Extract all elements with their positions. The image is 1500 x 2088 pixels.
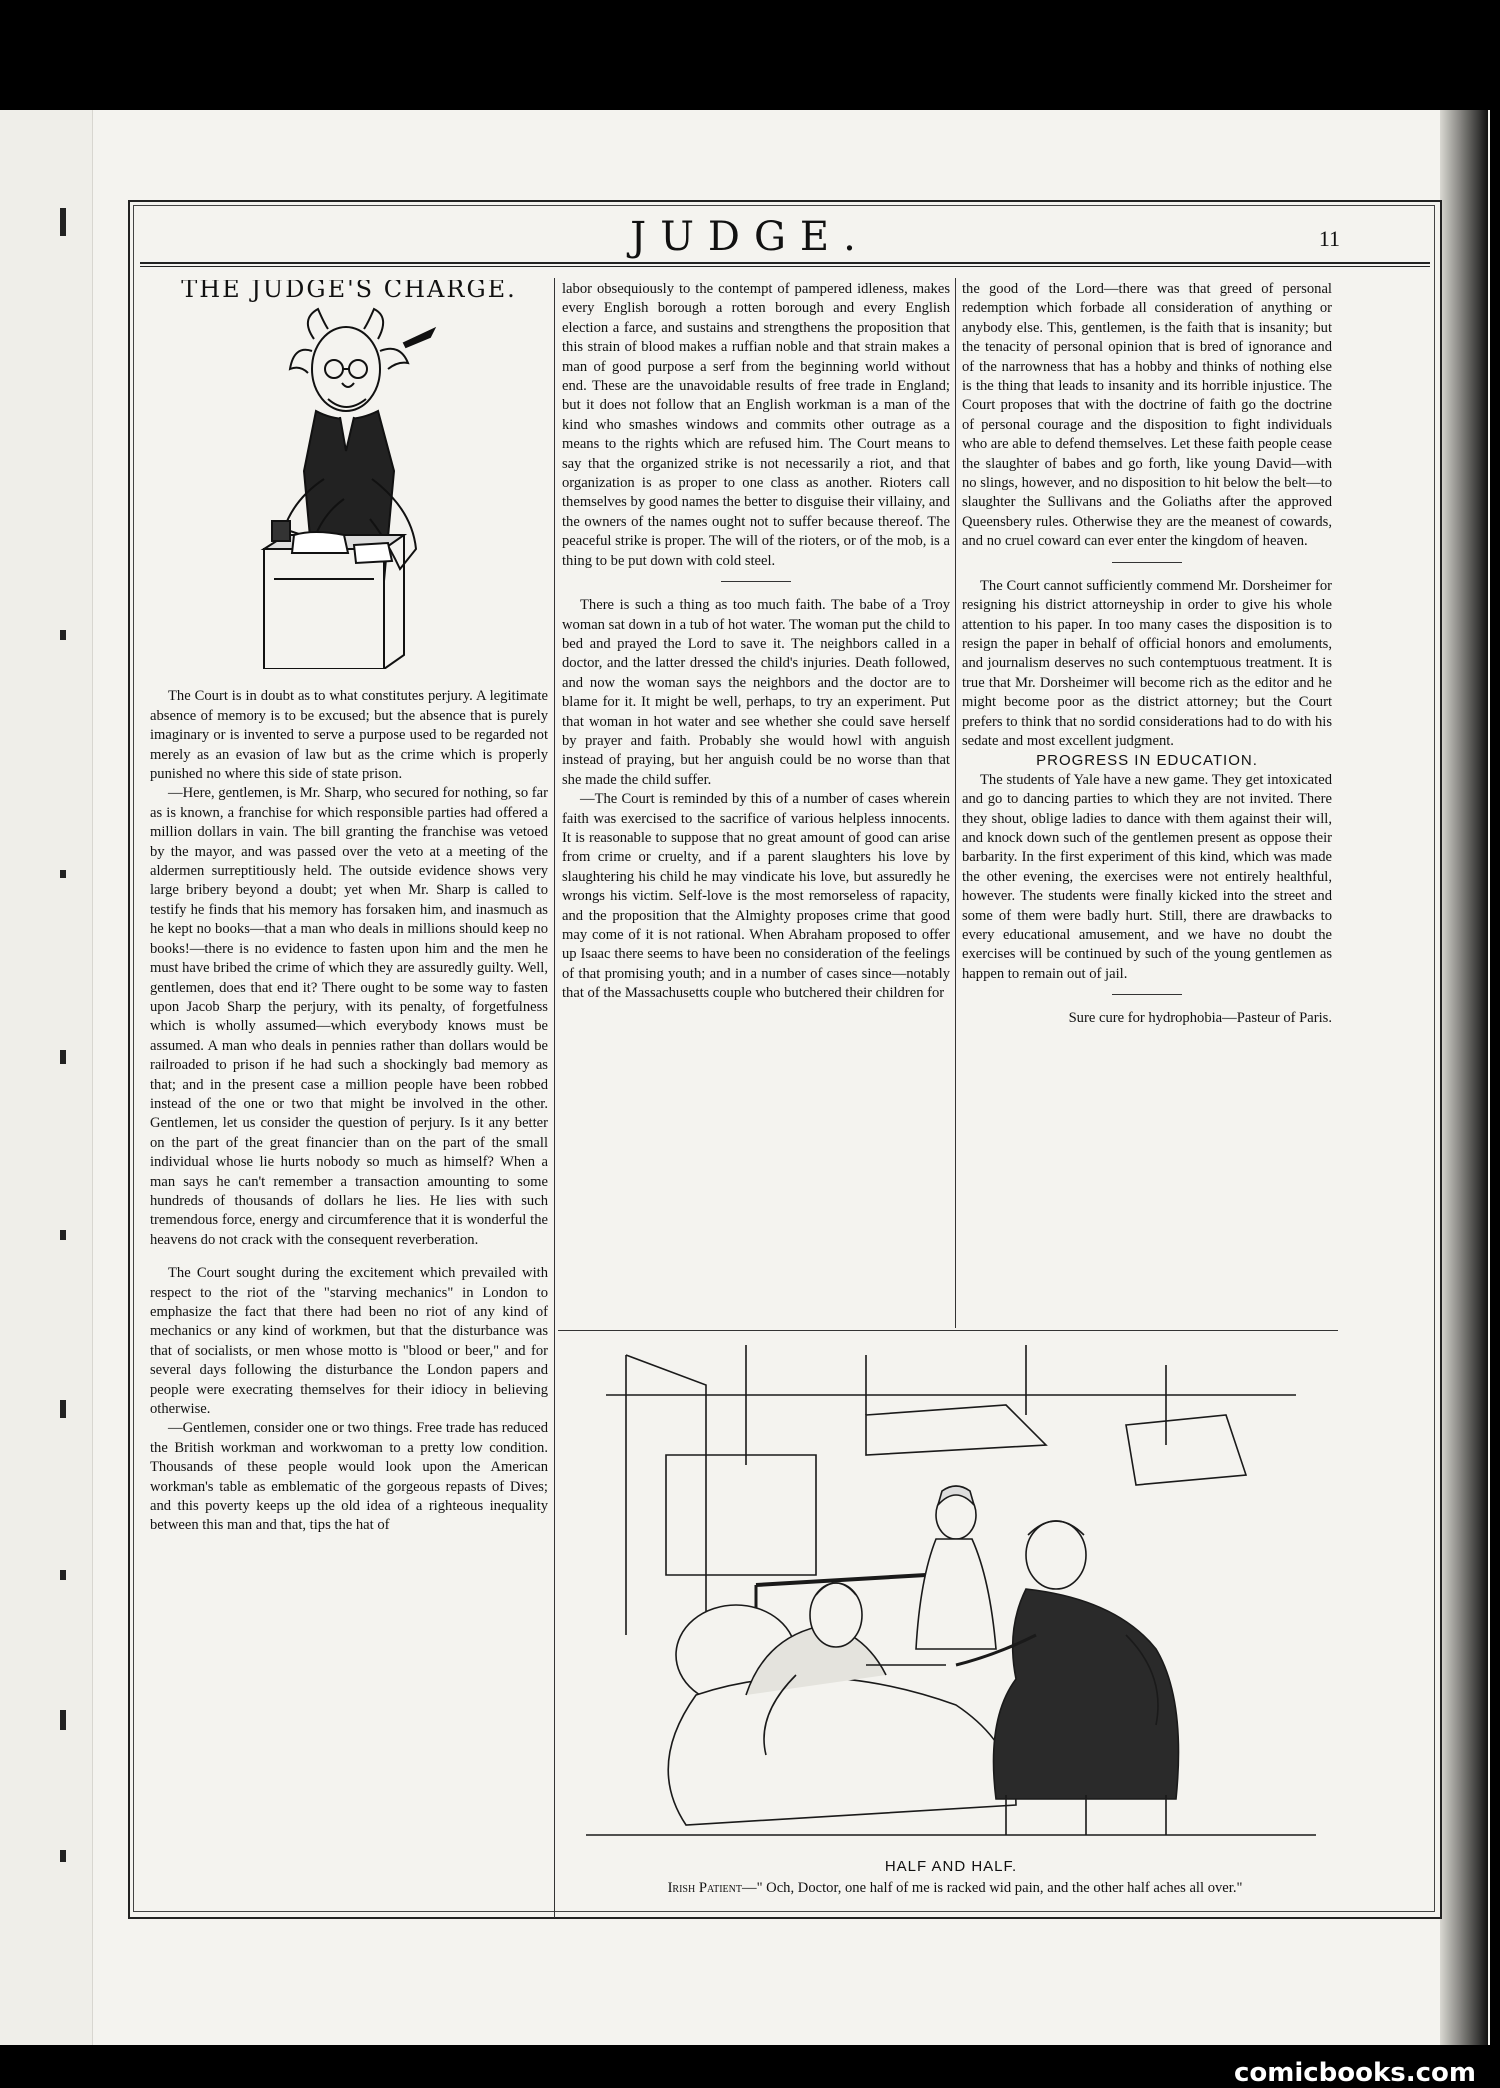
- masthead-title: JUDGE.: [630, 214, 870, 260]
- column-divider-1: [554, 278, 555, 1918]
- half-and-half-cartoon: [566, 1335, 1336, 1853]
- col1-paragraph-2: —Here, gentlemen, is Mr. Sharp, who secured for nothing, so far as is known, a franchise for which responsible parties had offered a million dollars in vain. The bill granting the franchise was vetoed by the mayor, and was passed over the veto at a meeting of the aldermen surreptitiously held. The outside evidence shows very large bribery beyond a doubt; yet when Mr. Sharp is called to testify he finds that his memory has forsaken him, and inasmuch as he kept no books—that a man who deals in millions should keep no books!—there is no evidence to fasten upon him and the men he must have bribed the crime of which they are assuredly guilty. Well, gentlemen, does that end it? There ought to be some way to fasten upon Jacob Sharp the perjury, with its penalty, of forgetfulness which is wholly assumed—which everybody knows must be assumed. A man who deals in pennies rather than dollars would be railroaded to prison if he had such a shockingly bad memory as that; and in the present case a million people have been robbed instead of the one or two that might be involved in the other. Gentlemen, let us consider the question of perjury. Is it any better on the part of the great financier than on the part of the small individual whose lie hurts nobody so much as himself? When a man says he can't remember a transaction amounting to some hundreds of thousands of dollars he lies. He lies with such tremendous force, energy and circumference that it is wonderful the heavens do not crack with the consequent reverberation.: [150, 785, 548, 1248]
- header-rule-thin: [140, 266, 1430, 267]
- cartoon-title: HALF AND HALF.: [884, 1858, 1018, 1875]
- col1-paragraph-3: The Court sought during the excitement which prevailed with respect to the riot of the "starving mechanics" in London to emphasize the fact that there had been no riot of any kind of mechanics or any kind of workmen, but that the disturbance was that of socialists, or men whose motto is "blood or beer," and for several days following the disturbance the London papers and people were execrating themselves for their idiocy in believing otherwise.: [150, 1265, 548, 1418]
- cartoon-speaker: Irish Patient: [667, 1880, 742, 1896]
- header-rule: [140, 262, 1430, 264]
- col1-paragraph-4: —Gentlemen, consider one or two things. Free trade has reduced the British workman and workwoman to a pretty low condition. Thousands of these people would look upon the American workman's table as emblematic of the gorgeous repasts of Dives; and this poverty keeps up the old idea of a righteous inequality between this man and that, tips the hat of: [150, 1420, 548, 1534]
- site-watermark: comicbooks.com: [1233, 2058, 1476, 2088]
- col1-paragraph-1: The Court is in doubt as to what constitutes perjury. A legitimate absence of memory is to be excused; but the absence that is purely imaginary or is invented to serve a purpose used to be regarded not merely as an evasion of law but as the crime which is properly punished no where this side of state prison.: [150, 688, 548, 783]
- col3-paragraph-2: The Court cannot sufficiently commend Mr. Dorsheimer for resigning his district attorneyship in order to give his whole attention to his paper. In too many cases the disposition is to resign the paper in behalf of official honors and emoluments, and journalism deserves no such contemptuous treatment. It is true that Mr. Dorsheimer will become rich as the editor and he might become poor as the district attorney; but the Court prefers to think that no sordid considerations had to do with his sedate and most excellent judgment.: [962, 577, 1332, 749]
- col2-paragraph-2: There is such a thing as too much faith. The babe of a Troy woman sat down in a tub of hot water. The woman put the child to bed and prayed the Lord to save it. The neighbors called in a doctor, and the latter dressed the child's injuries. Death followed, and now the woman says the neighbors and the doctor are to blame for it. It might be well, perhaps, to try an experiment. Put that woman in hot water and see whether she could save herself by prayer and faith. Probably she would howl with anguish instead of praying, but her anguish could be no worse than that she made the child suffer.: [562, 597, 950, 788]
- article-title: THE JUDGE'S CHARGE.: [181, 280, 517, 303]
- column-2: [562, 280, 950, 1345]
- judge-caricature-illustration: [254, 299, 444, 669]
- column-3: [962, 280, 1332, 1345]
- section-separator: [1112, 994, 1182, 995]
- left-page-edge: [0, 110, 93, 2045]
- col2-paragraph-1: labor obsequiously to the contempt of pampered idleness, makes every English borough a rotten borough and every English election a farce, and sustains and strengthens the proposition that this strain of blood makes a ruffian noble and that strain makes a man of good purpose a serf from the beginning world without end. These are the unavoidable results of free trade in England; but it does not follow that an English workman is a man of the kind who smashes windows and commits other outrage as a means to the rights which are refused him. The Court means to say that the organized strike is not necessarily a riot, and that organization is as proper to one class as another. Rioters call themselves by good names the better to disguise their villainy, and the owners of the names ought not to suffer because thereof. The peaceful strike is proper. The will of the rioters, or of the mob, is a thing to be put down with cold steel.: [562, 281, 950, 569]
- col3-paragraph-1: the good of the Lord—there was that greed of personal redemption which forbade all consideration of anything or anybody else. This, gentlemen, is the faith that is insanity; but the tenacity of personal opinion that is bred of ignorance and of the narrowness that has a hobby and thinks of nothing else is the thing that leads to insanity and its horrible injustice. The Court proposes that with the doctrine of faith go the doctrine of personal courage and the disposition to fight individuals who are able to defend themselves. Let these faith people cease the slaughter of babes and go forth, like young David—with no slings, however, and no disposition to hit below the belt—to slaughter the Sullivans and the Goliaths after the approved Queensbery rules. Otherwise they are the meanest of cowards, and no cruel coward can ever enter the kingdom of heaven.: [962, 281, 1332, 550]
- book-binding: [1440, 110, 1488, 2045]
- cartoon-caption: [560, 1880, 1350, 1897]
- section-separator: [1112, 562, 1182, 563]
- column-divider-2: [955, 278, 956, 1328]
- column-1: [150, 280, 548, 1536]
- cartoon-quote: —" Och, Doctor, one half of me is racked wid pain, and the other half aches all over.": [741, 1880, 1243, 1896]
- section-separator: [721, 581, 791, 582]
- col2-paragraph-3: —The Court is reminded by this of a number of cases wherein faith was exercised to the sacrifice of various helpless innocents. It is reasonable to suppose that no great amount of good can arise from crime or cruelty, and if a parent slaughters his love by slaughtering his child he may vindicate his love, but assuredly he wrongs his victim. Self-love is the most remorseless of rapacity, and the proposition that the Almighty proposes crime that good may come of it is not rational. When Abraham proposed to offer up Isaac there seems to have been no consideration of the feelings of that promising youth; and in a number of cases since—notably that of the Massachusetts couple who butchered their children for: [562, 791, 950, 1002]
- closing-line: Sure cure for hydrophobia—Pasteur of Paris.: [1068, 1010, 1332, 1027]
- col3-section-paragraph: The students of Yale have a new game. They get intoxicated and go to dancing parties to which they are not invited. There they shout, oblige ladies to dance with them against their will, and knock down such of the gentlemen present as oppose their barbarity. In the first experiment of this kind, which was made the other evening, the exercises were not entirely healthful, however. The students were finally kicked into the street and some of them were badly hurt. Still, there are drawbacks to every educational amusement, and we have no doubt the exercises will be continued by such of the young gentlemen as happen to remain out of jail.: [962, 771, 1332, 982]
- page-number: 11: [1318, 226, 1340, 251]
- section-title: PROGRESS IN EDUCATION.: [1036, 752, 1258, 770]
